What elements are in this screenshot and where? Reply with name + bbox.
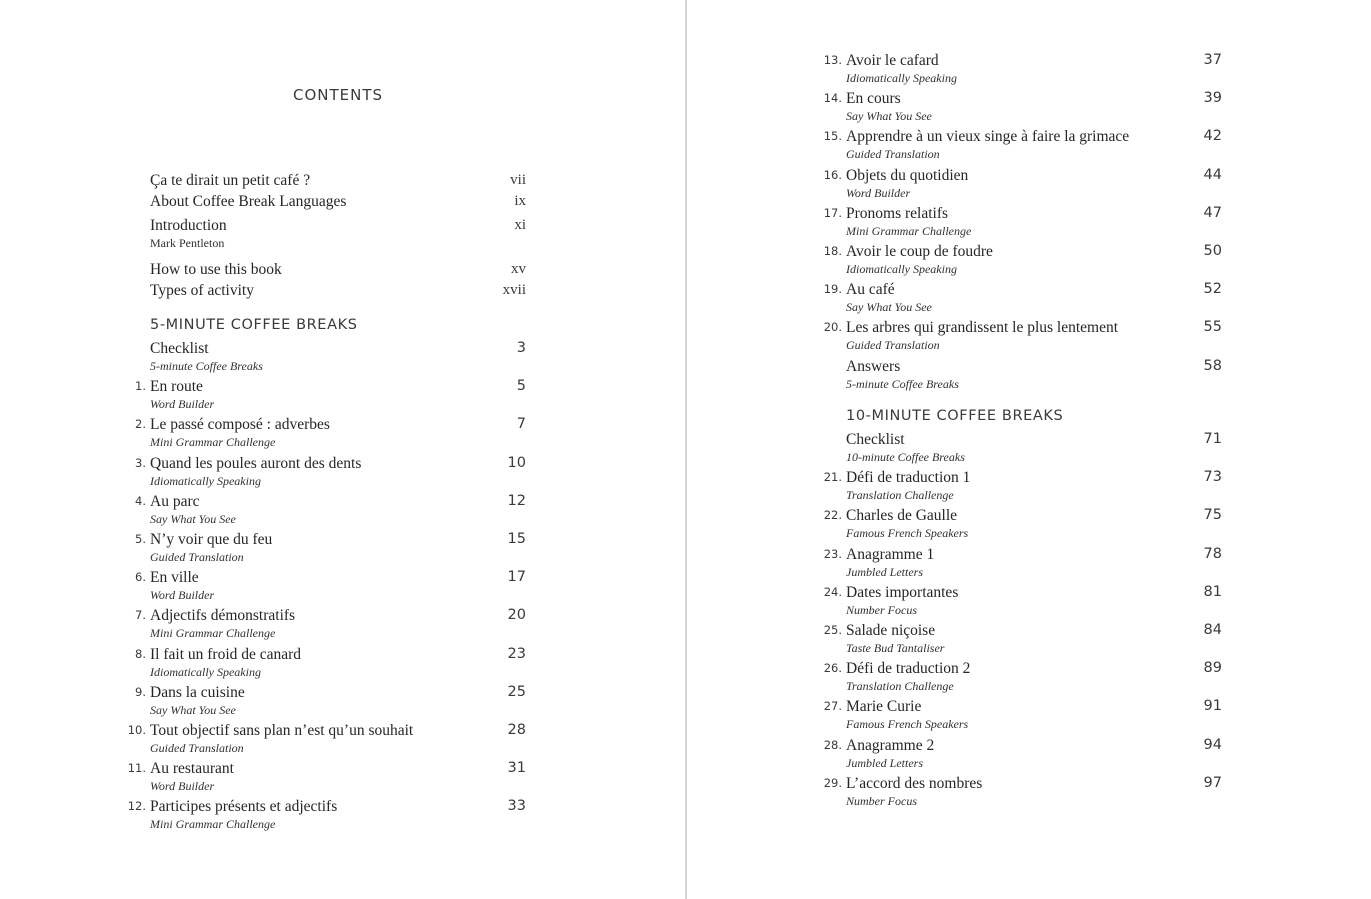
entry-title: Défi de traduction 1 [846,469,971,486]
entry-number: 9. [135,685,146,699]
entry-subtitle: Mini Grammar Challenge [846,224,972,238]
entry-subtitle: Word Builder [846,186,911,200]
entry-number: 17. [823,206,842,220]
entry-number: 4. [135,494,146,508]
entry-number: 7. [135,608,146,622]
entry-subtitle: Jumbled Letters [846,565,923,579]
entry-page-number: xv [511,261,526,277]
entry-subtitle: Number Focus [846,794,917,808]
entry-page-number: 39 [1203,90,1222,106]
entry-title: Charles de Gaulle [846,507,958,524]
entry-page-number: 42 [1203,128,1222,144]
entry-number: 15. [823,129,842,143]
entry-page-number: 31 [507,760,526,776]
entry-number: 29. [823,776,842,790]
contents-title: CONTENTS [292,86,384,104]
entry-subtitle: Famous French Speakers [846,526,969,540]
entry-subtitle: Translation Challenge [846,488,954,502]
entry-page-number: xvii [502,282,526,298]
entry-page-number: 33 [507,798,526,814]
entry-subtitle: Mark Pentleton [150,236,225,250]
entry-title: En route [150,378,203,395]
entry-number: 2. [135,417,146,431]
entry-subtitle: Idiomatically Speaking [150,665,261,679]
entry-subtitle: Guided Translation [846,338,940,352]
entry-title: Au parc [150,493,200,510]
entry-title: Answers [846,358,901,375]
entry-title: Apprendre à un vieux singe à faire la grimace [846,128,1130,145]
section-heading-5-minute: 5-MINUTE COFFEE BREAKS [150,317,358,333]
entry-page-number: 81 [1203,584,1222,600]
entry-number: 14. [823,91,842,105]
entry-title: Avoir le coup de foudre [846,243,993,260]
entry-title: Checklist [150,340,209,357]
entry-title: L’accord des nombres [846,775,983,792]
entry-page-number: 12 [507,493,526,509]
entry-title: Quand les poules auront des dents [150,455,362,472]
entry-subtitle: Say What You See [150,512,236,526]
entry-subtitle: Translation Challenge [846,679,954,693]
entry-page-number: 94 [1203,737,1222,753]
entry-subtitle: Idiomatically Speaking [846,71,957,85]
entry-subtitle: Say What You See [846,300,932,314]
entry-title: Introduction [150,217,227,234]
entry-page-number: 75 [1203,507,1222,523]
entry-title: Dans la cuisine [150,684,245,701]
entry-page-number: 23 [507,646,526,662]
entry-title: Le passé composé : adverbes [150,416,330,433]
entry-page-number: vii [510,172,526,188]
entry-title: About Coffee Break Languages [150,193,347,210]
entry-page-number: 78 [1203,546,1222,562]
entry-page-number: xi [514,217,526,233]
entry-page-number: 25 [507,684,526,700]
entry-title: Au café [846,281,895,298]
entry-page-number: 3 [516,340,526,356]
entry-page-number: 47 [1203,205,1222,221]
entry-title: N’y voir que du feu [150,531,273,548]
entry-page-number: 44 [1203,167,1222,183]
entry-subtitle: Taste Bud Tantaliser [846,641,945,655]
entry-title: Avoir le cafard [846,52,939,69]
entry-subtitle: Idiomatically Speaking [846,262,957,276]
page-divider [685,0,687,899]
entry-page-number: ix [514,193,526,209]
entry-subtitle: Word Builder [150,397,215,411]
entry-title: Adjectifs démonstratifs [150,607,296,624]
entry-number: 5. [135,532,146,546]
entry-subtitle: Mini Grammar Challenge [150,435,276,449]
entry-subtitle: 10-minute Coffee Breaks [846,450,965,464]
entry-subtitle: Guided Translation [846,147,940,161]
entry-page-number: 89 [1203,660,1222,676]
entry-title: Anagramme 2 [846,737,935,754]
section-heading-10-minute: 10-MINUTE COFFEE BREAKS [846,408,1064,424]
entry-title: Il fait un froid de canard [150,646,302,663]
entry-number: 20. [823,320,842,334]
entry-subtitle: Guided Translation [150,741,244,755]
entry-number: 23. [823,547,842,561]
entry-page-number: 71 [1203,431,1222,447]
entry-number: 16. [823,168,842,182]
entry-subtitle: 5-minute Coffee Breaks [846,377,959,391]
entry-title: En cours [846,90,901,107]
entry-page-number: 37 [1203,52,1222,68]
entry-page-number: 97 [1203,775,1222,791]
entry-title: Les arbres qui grandissent le plus lentement [846,319,1119,336]
entry-number: 25. [823,623,842,637]
entry-page-number: 5 [516,378,526,394]
entry-page-number: 17 [507,569,526,585]
entry-number: 27. [823,699,842,713]
entry-subtitle: Famous French Speakers [846,717,969,731]
entry-number: 21. [823,470,842,484]
entry-title: Ça te dirait un petit café ? [150,172,311,189]
entry-subtitle: Guided Translation [150,550,244,564]
entry-number: 10. [127,723,146,737]
entry-subtitle: Jumbled Letters [846,756,923,770]
entry-subtitle: Mini Grammar Challenge [150,626,276,640]
entry-number: 3. [135,456,146,470]
entry-number: 22. [823,508,842,522]
entry-number: 12. [127,799,146,813]
entry-page-number: 73 [1203,469,1222,485]
entry-title: Objets du quotidien [846,167,969,184]
entry-page-number: 28 [507,722,526,738]
entry-title: Checklist [846,431,905,448]
entry-title: Types of activity [150,282,254,299]
entry-page-number: 58 [1203,358,1222,374]
entry-subtitle: Word Builder [150,588,215,602]
entry-title: En ville [150,569,199,586]
entry-title: Marie Curie [846,698,922,715]
entry-number: 26. [823,661,842,675]
entry-subtitle: Word Builder [150,779,215,793]
entry-subtitle: 5-minute Coffee Breaks [150,359,263,373]
entry-title: Salade niçoise [846,622,936,639]
entry-number: 6. [135,570,146,584]
entry-title: How to use this book [150,261,282,278]
entry-title: Tout objectif sans plan n’est qu’un souhait [150,722,414,739]
entry-number: 13. [823,53,842,67]
entry-page-number: 52 [1203,281,1222,297]
entry-number: 8. [135,647,146,661]
entry-page-number: 15 [507,531,526,547]
entry-page-number: 84 [1203,622,1222,638]
entry-subtitle: Idiomatically Speaking [150,474,261,488]
entry-page-number: 91 [1203,698,1222,714]
entry-page-number: 20 [507,607,526,623]
entry-title: Anagramme 1 [846,546,935,563]
entry-subtitle: Number Focus [846,603,917,617]
entry-number: 28. [823,738,842,752]
entry-subtitle: Say What You See [150,703,236,717]
entry-subtitle: Mini Grammar Challenge [150,817,276,831]
entry-title: Au restaurant [150,760,234,777]
entry-number: 19. [823,282,842,296]
entry-page-number: 10 [507,455,526,471]
entry-title: Dates importantes [846,584,959,601]
entry-number: 24. [823,585,842,599]
entry-title: Défi de traduction 2 [846,660,971,677]
entry-title: Pronoms relatifs [846,205,949,222]
entry-number: 11. [127,761,146,775]
entry-page-number: 55 [1203,319,1222,335]
entry-number: 18. [823,244,842,258]
entry-number: 1. [135,379,146,393]
entry-page-number: 50 [1203,243,1222,259]
entry-title: Participes présents et adjectifs [150,798,338,815]
entry-page-number: 7 [516,416,526,432]
entry-subtitle: Say What You See [846,109,932,123]
